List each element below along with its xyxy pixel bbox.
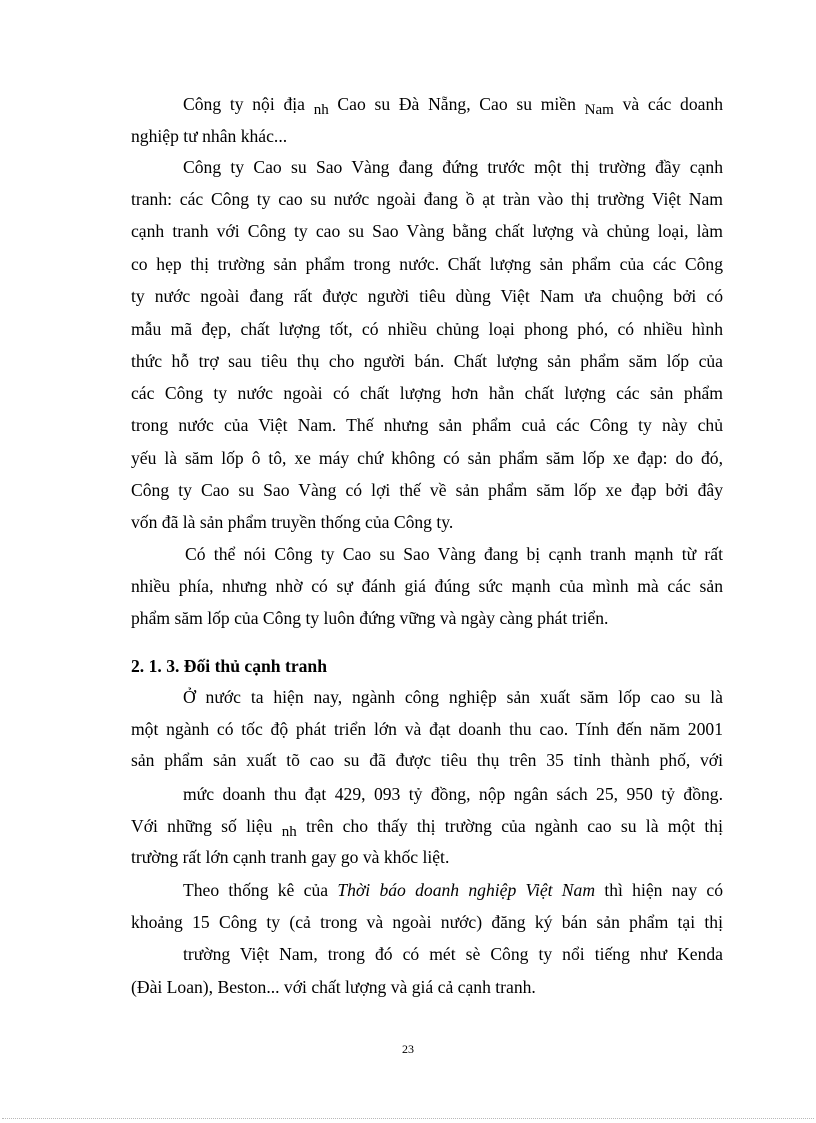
paragraph-2-line: Công ty Cao su Sao Vàng đang đứng trước một thị trường đầy cạnh [183, 157, 723, 177]
text-run: nh [281, 824, 297, 840]
paragraph-2-line: co hẹp thị trường sản phẩm trong nước. Chất lượng sản phẩm của các Công [131, 254, 723, 274]
paragraph-4-line: mức doanh thu đạt 429, 093 tỷ đồng, nộp ngân sách 25, 950 tỷ đồng. [183, 784, 723, 804]
paragraph-2-line: thức hỗ trợ sau tiêu thụ cho người bán. Chất lượng sản phẩm săm lốp của [131, 351, 723, 371]
italic-title: Thời báo doanh nghiệp Việt Nam [337, 880, 596, 900]
paragraph-2-line: mẫu mã đẹp, chất lượng tốt, có nhiều chủng loại phong phó, có nhiều hình [131, 319, 723, 339]
paragraph-1-line-2: nghiệp tư nhân khác... [131, 126, 288, 146]
paragraph-2-line: Công ty Cao su Sao Vàng có lợi thế về sản phẩm săm lốp xe đạp bởi đây [131, 480, 723, 500]
text-run: trên cho thấy thị trường của ngành cao su là một thị [306, 816, 723, 836]
text-run: Với những số liệu [131, 816, 273, 836]
paragraph-4-line: trường rất lớn cạnh tranh gay go và khốc liệt. [131, 847, 450, 867]
paragraph-2-line: các Công ty nước ngoài có chất lượng hơn hẳn chất lượng các sản phẩm [131, 383, 723, 403]
paragraph-4-line: một ngành có tốc độ phát triển lớn và đạt doanh thu cao. Tính đến năm 2001 [131, 719, 723, 739]
text-run: nh [313, 102, 329, 118]
paragraph-2-line: yếu là săm lốp ô tô, xe máy chứ không có sản phẩm săm lốp xe đạp: do đó, [131, 448, 723, 468]
text-run: và các doanh [622, 94, 724, 114]
text-run: Công ty nội địa [183, 94, 305, 114]
text-run: Nam [584, 102, 614, 118]
paragraph-3-line: Có thể nói Công ty Cao su Sao Vàng đang bị cạnh tranh mạnh từ rất [185, 544, 723, 564]
paragraph-5-line [183, 879, 723, 901]
bottom-divider [2, 1118, 814, 1119]
section-heading: 2. 1. 3. Đối thủ cạnh tranh [131, 656, 328, 676]
text-run: thì hiện nay có [604, 880, 723, 900]
paragraph-3-line: phẩm săm lốp của Công ty luôn đứng vững và ngày càng phát triển. [131, 608, 609, 628]
text-run: Theo thống kê của [183, 880, 329, 900]
paragraph-5-line: (Đài Loan), Beston... với chất lượng và giá cả cạnh tranh. [131, 977, 536, 997]
paragraph-5-line: khoảng 15 Công ty (cả trong và ngoài nước) đăng ký bán sản phẩm tại thị [131, 912, 723, 932]
paragraph-2-line: trong nước của Việt Nam. Thế nhưng sản phẩm cuả các Công ty này chủ [131, 415, 723, 435]
paragraph-2-line: ty nước ngoài đang rất được người tiêu dùng Việt Nam ưa chuộng bởi có [131, 286, 723, 306]
paragraph-2-line: vốn đã là sản phẩm truyền thống của Công ty. [131, 512, 454, 532]
page-number: 23 [402, 1042, 414, 1056]
paragraph-4-line: sản phẩm sản xuất tõ cao su đã được tiêu thụ trên 35 tỉnh thành phố, với [131, 750, 723, 770]
text-run: Cao su Đà Nẵng, Cao su miền [337, 94, 576, 114]
paragraph-1-line-1 [183, 93, 723, 117]
paragraph-3-line: nhiều phía, nhưng nhờ có sự đánh giá đúng sức mạnh của mình mà các sản [131, 576, 723, 596]
paragraph-5-line: trường Việt Nam, trong đó có mét sè Công ty nổi tiếng như Kenda [183, 944, 723, 964]
paragraph-4-line: Ở nước ta hiện nay, ngành công nghiệp sản xuất săm lốp cao su là [183, 687, 723, 707]
paragraph-2-line: cạnh tranh với Công ty cao su Sao Vàng bằng chất lượng và chủng loại, làm [131, 221, 723, 241]
paragraph-2-line: tranh: các Công ty cao su nước ngoài đang ồ ạt tràn vào thị trường Việt Nam [131, 189, 723, 209]
paragraph-4-line [131, 815, 723, 839]
